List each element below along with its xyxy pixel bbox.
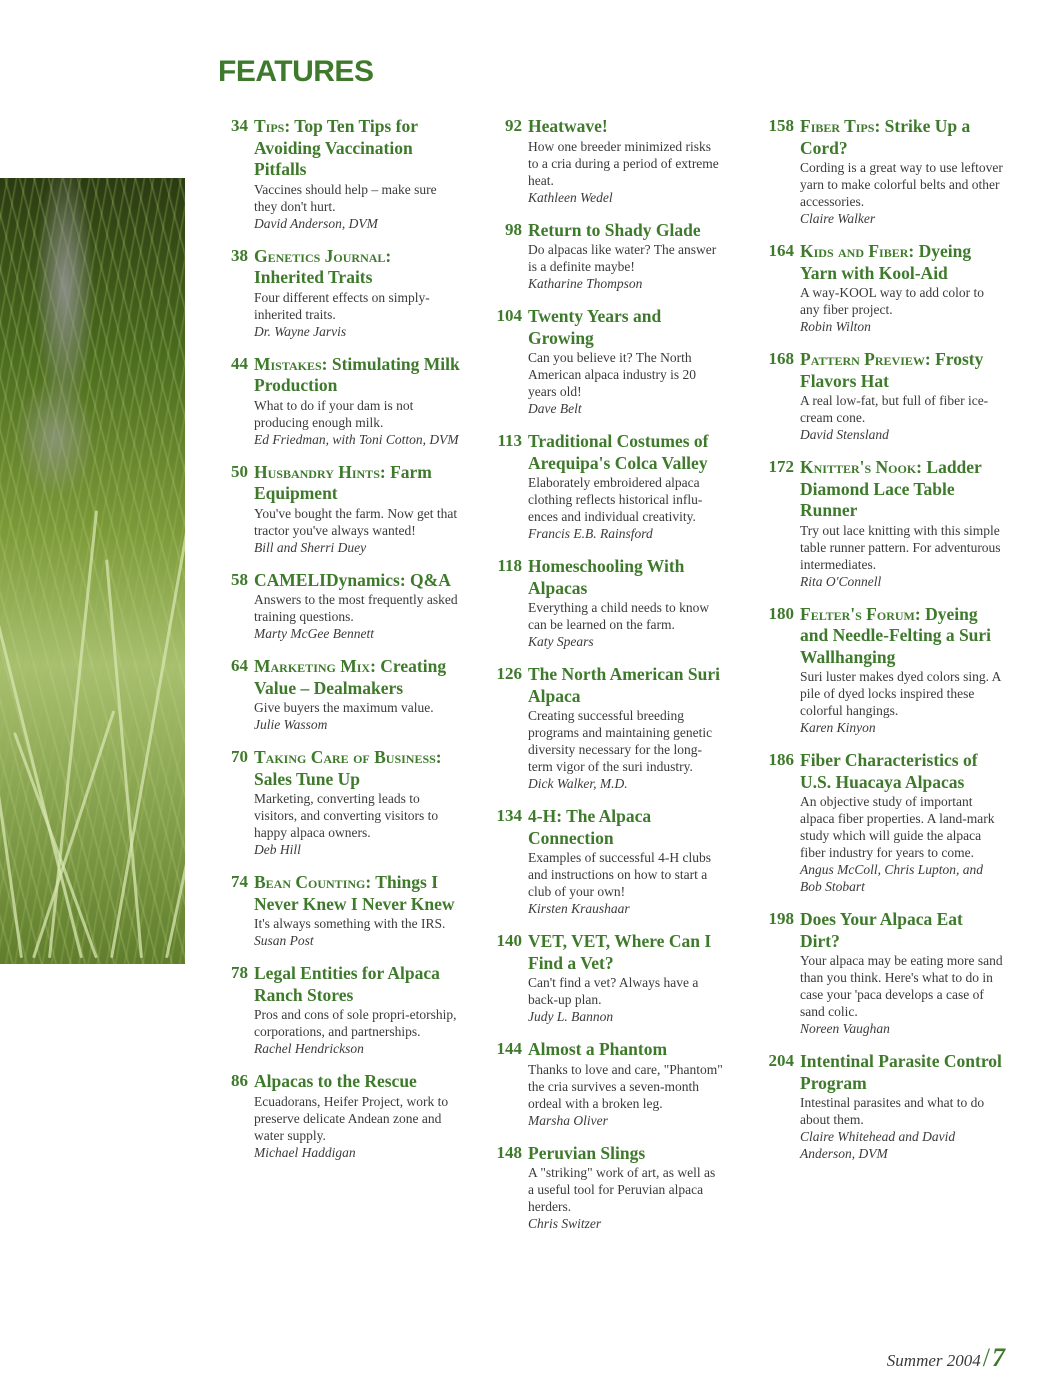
article-description: Try out lace knitting with this simple table runner pattern. For adventurous intermediates. bbox=[800, 522, 1001, 572]
article-title bbox=[528, 431, 724, 474]
article-title-text: Peruvian Slings bbox=[528, 1142, 646, 1163]
page-number: 70 bbox=[231, 747, 248, 766]
toc-entry[interactable] bbox=[756, 349, 1006, 443]
toc-entry[interactable] bbox=[756, 909, 1006, 1037]
article-description: Suri luster makes dyed colors sing. A pile of dyed locks inspired these colorful hangings. bbox=[800, 669, 1001, 718]
article-description: How one breeder minimized risks to a cria during a period of extreme heat. bbox=[528, 138, 719, 188]
toc-entry[interactable] bbox=[210, 570, 460, 643]
article-title-text: Stimulating Milk Production bbox=[254, 353, 460, 395]
toc-entry[interactable] bbox=[210, 656, 460, 733]
article-description: A real low-fat, but full of fiber ice-cream cone. bbox=[800, 393, 989, 425]
article-description: Cording is a great way to use leftover yarn to make colorful belts and other accessories. bbox=[800, 160, 1003, 209]
article-title bbox=[800, 909, 1006, 952]
toc-entry[interactable] bbox=[210, 246, 460, 340]
article-description: You've bought the farm. Now get that tractor you've always wanted! bbox=[254, 505, 458, 538]
toc-entry[interactable] bbox=[756, 1051, 1006, 1162]
article-title-text: Alpacas to the Rescue bbox=[254, 1071, 417, 1091]
article-title-text: Does Your Alpaca Eat Dirt? bbox=[800, 909, 963, 951]
page-number: 44 bbox=[231, 353, 248, 373]
department-label: Felter's Forum: bbox=[800, 603, 921, 624]
article-description: Your alpaca may be eating more sand than you think. Here's what to do in case your 'paca develops a case of sand colic. bbox=[800, 953, 1003, 1019]
toc-entry[interactable] bbox=[756, 604, 1006, 737]
page-number: 64 bbox=[231, 656, 248, 675]
article-author: Julie Wassom bbox=[254, 717, 328, 732]
article-description: Marketing, converting leads to visitors, and converting visitors to happy alpaca owners. bbox=[254, 791, 439, 840]
department-label: Marketing Mix: bbox=[254, 656, 376, 676]
article-description: It's always something with the IRS. bbox=[254, 916, 446, 931]
page-folio bbox=[887, 1343, 1005, 1373]
article-title-text: CAMELIDynamics: Q&A bbox=[254, 569, 451, 590]
article-author: David Stensland bbox=[800, 427, 889, 442]
toc-column-1 bbox=[210, 116, 460, 1175]
page-number: 92 bbox=[505, 116, 522, 135]
article-author: Susan Post bbox=[254, 933, 314, 948]
article-title bbox=[254, 656, 460, 699]
article-author: David Anderson, DVM bbox=[254, 215, 378, 231]
department-label: Tips: bbox=[254, 116, 291, 136]
article-description: Four different effects on simply-inherited traits. bbox=[254, 289, 430, 322]
article-title-text: Strike Up a Cord? bbox=[800, 116, 971, 158]
department-label: Bean Counting: bbox=[254, 872, 372, 892]
article-author: Kirsten Kraushaar bbox=[528, 901, 630, 916]
page-number: 148 bbox=[496, 1142, 522, 1162]
toc-entry[interactable] bbox=[484, 664, 724, 792]
article-title bbox=[254, 963, 460, 1006]
article-description: Intestinal parasites and what to do about them. bbox=[800, 1095, 985, 1127]
toc-entry[interactable] bbox=[210, 872, 460, 949]
folio-divider: / bbox=[982, 1343, 990, 1372]
article-title bbox=[528, 806, 724, 849]
page-number: 34 bbox=[231, 116, 248, 135]
article-title-text: The North American Suri Alpaca bbox=[528, 664, 721, 706]
article-description: Vaccines should help – make sure they don't hurt. bbox=[254, 181, 437, 214]
department-label: Pattern Preview: bbox=[800, 349, 931, 369]
article-title bbox=[254, 246, 460, 289]
article-author: Angus McColl, Chris Lupton, and Bob Stobart bbox=[800, 862, 984, 894]
article-title-text: Return to Shady Glade bbox=[528, 219, 701, 240]
article-title bbox=[800, 750, 1006, 793]
article-title bbox=[800, 116, 1006, 159]
article-description: Thanks to love and care, "Phantom" the cria survives a seven-month ordeal with a broken leg. bbox=[528, 1061, 723, 1111]
page-number: 198 bbox=[768, 909, 794, 928]
article-description: Can you believe it? The North American alpaca industry is 20 years old! bbox=[528, 350, 696, 399]
article-title-text: Legal Entities for Alpaca Ranch Stores bbox=[254, 963, 440, 1005]
article-description: Give buyers the maximum value. bbox=[254, 700, 434, 715]
article-author: Karen Kinyon bbox=[800, 720, 876, 735]
page-number: 86 bbox=[231, 1071, 248, 1090]
article-author: Francis E.B. Rainsford bbox=[528, 526, 653, 541]
toc-entry[interactable] bbox=[484, 306, 724, 417]
section-heading: FEATURES bbox=[218, 55, 374, 88]
article-title bbox=[528, 116, 724, 138]
article-author: Deb Hill bbox=[254, 842, 301, 857]
article-author: Rachel Hendrickson bbox=[254, 1041, 364, 1056]
article-title-text: Ladder Diamond Lace Table Runner bbox=[800, 457, 982, 520]
article-title-text: Creating Value – Dealmakers bbox=[254, 656, 447, 698]
toc-entry[interactable] bbox=[756, 750, 1006, 895]
article-title-text: Homeschooling With Alpacas bbox=[528, 556, 685, 598]
page-number: 98 bbox=[505, 219, 522, 239]
article-author: Dr. Wayne Jarvis bbox=[254, 323, 347, 339]
article-title bbox=[254, 462, 460, 505]
page-number: 38 bbox=[231, 245, 248, 265]
article-title-text: Sales Tune Up bbox=[254, 768, 361, 789]
article-description: What to do if your dam is not producing enough milk. bbox=[254, 397, 414, 430]
article-title-text: Frosty Flavors Hat bbox=[800, 349, 984, 391]
article-title bbox=[254, 354, 460, 397]
article-title-text: Farm Equipment bbox=[254, 461, 432, 503]
article-author: Judy L. Bannon bbox=[528, 1009, 614, 1024]
department-label: Fiber Tips: bbox=[800, 116, 881, 136]
grass-photo bbox=[0, 178, 185, 964]
toc-entry[interactable] bbox=[484, 116, 724, 206]
article-author: Dick Walker, M.D. bbox=[528, 776, 628, 791]
article-description: A way-KOOL way to add color to any fiber project. bbox=[800, 285, 984, 317]
article-author: Dave Belt bbox=[528, 401, 582, 416]
article-title-text: Traditional Costumes of Arequipa's Colca Valley bbox=[528, 431, 709, 473]
article-author: Marty McGee Bennett bbox=[254, 626, 374, 641]
page-number: 158 bbox=[768, 116, 794, 135]
article-title bbox=[800, 241, 1006, 284]
toc-entry[interactable] bbox=[210, 354, 460, 448]
toc-column-2 bbox=[484, 116, 724, 1246]
page-number: 50 bbox=[231, 461, 248, 481]
article-title bbox=[800, 1051, 1006, 1094]
page-number: 140 bbox=[496, 931, 522, 950]
article-title-text: Heatwave! bbox=[528, 116, 608, 136]
page-number: 58 bbox=[231, 569, 248, 589]
department-label: Knitter's Nook: bbox=[800, 457, 923, 477]
article-author: Rita O'Connell bbox=[800, 573, 882, 589]
article-author: Robin Wilton bbox=[800, 319, 871, 334]
department-label: Kids and Fiber: bbox=[800, 241, 915, 261]
article-title bbox=[254, 1071, 460, 1093]
article-title-text: Top Ten Tips for Avoiding Vaccination Pitfalls bbox=[254, 116, 418, 179]
article-description: Everything a child needs to know can be learned on the farm. bbox=[528, 600, 710, 632]
page-number: 180 bbox=[768, 603, 794, 623]
toc-entry[interactable] bbox=[484, 806, 724, 917]
article-title bbox=[528, 664, 724, 707]
article-title bbox=[254, 872, 460, 915]
article-title bbox=[800, 604, 1006, 669]
toc-entry[interactable] bbox=[484, 1143, 724, 1233]
article-title-text: Inherited Traits bbox=[254, 267, 373, 287]
toc-column-3 bbox=[756, 116, 1006, 1176]
article-title-text: Things I Never Knew I Never Knew bbox=[254, 872, 455, 914]
page-number: 126 bbox=[496, 664, 522, 683]
toc-entry[interactable] bbox=[210, 963, 460, 1057]
toc-entry[interactable] bbox=[756, 457, 1006, 590]
article-author: Bill and Sherri Duey bbox=[254, 539, 367, 555]
page-number: 78 bbox=[231, 963, 248, 982]
article-description: A "striking" work of art, as well as a useful tool for Peruvian alpaca herders. bbox=[528, 1165, 716, 1214]
article-description: Ecuadorans, Heifer Project, work to preserve delicate Andean zone and water supply. bbox=[254, 1093, 449, 1143]
article-title-text: Twenty Years and Growing bbox=[528, 306, 662, 348]
article-title bbox=[528, 931, 724, 974]
toc-entry[interactable] bbox=[756, 241, 1006, 335]
article-description: Do alpacas like water? The answer is a definite maybe! bbox=[528, 242, 717, 274]
article-author: Katy Spears bbox=[528, 634, 594, 649]
toc-entry[interactable] bbox=[484, 931, 724, 1025]
article-title bbox=[528, 1143, 724, 1165]
toc-entry[interactable] bbox=[484, 220, 724, 293]
article-description: Answers to the most frequently asked training questions. bbox=[254, 592, 458, 624]
article-description: Can't find a vet? Always have a back-up plan. bbox=[528, 975, 699, 1007]
article-description: Elaborately embroidered alpaca clothing reflects historical influ-ences and individual creativity. bbox=[528, 475, 703, 524]
page-number: 172 bbox=[768, 457, 794, 476]
article-title bbox=[528, 220, 724, 242]
article-description: Creating successful breeding programs and maintaining genetic diversity necessary for the long-term vigor of the suri industry. bbox=[528, 708, 713, 774]
page-number: 118 bbox=[497, 556, 522, 575]
article-author: Claire Walker bbox=[800, 211, 876, 226]
article-title bbox=[800, 349, 1006, 392]
toc-entry[interactable] bbox=[210, 462, 460, 556]
article-title bbox=[528, 306, 724, 349]
article-title-text: Dyeing and Needle-Felting a Suri Wallhanging bbox=[800, 603, 992, 667]
page-number: 7 bbox=[992, 1343, 1005, 1372]
article-author: Michael Haddigan bbox=[254, 1144, 356, 1160]
article-title bbox=[800, 457, 1006, 522]
article-title-text: 4-H: The Alpaca Connection bbox=[528, 806, 652, 848]
article-description: Pros and cons of sole propri-etorship, corporations, and partnerships. bbox=[254, 1007, 457, 1039]
article-description: Examples of successful 4-H clubs and instructions on how to start a club of your own! bbox=[528, 850, 711, 899]
issue-label: Summer 2004 bbox=[886, 1351, 981, 1370]
page-number: 204 bbox=[768, 1051, 794, 1070]
department-label: Genetics Journal: bbox=[254, 245, 392, 266]
article-title-text: Intentinal Parasite Control Program bbox=[800, 1051, 1002, 1093]
toc-entry[interactable] bbox=[484, 431, 724, 542]
toc-entry[interactable] bbox=[484, 556, 724, 650]
article-title-text: Almost a Phantom bbox=[528, 1039, 668, 1059]
toc-entry[interactable] bbox=[756, 116, 1006, 227]
article-author: Ed Friedman, with Toni Cotton, DVM bbox=[254, 431, 459, 447]
toc-entry[interactable] bbox=[210, 747, 460, 858]
toc-entry[interactable] bbox=[210, 116, 460, 232]
article-description: An objective study of important alpaca fiber properties. A land-mark study which will guide the alpaca fiber industry for years to come. bbox=[800, 794, 995, 860]
article-title bbox=[254, 116, 460, 181]
article-title-text: Dyeing Yarn with Kool-Aid bbox=[800, 241, 972, 283]
page-number: 74 bbox=[231, 872, 248, 891]
toc-entry[interactable] bbox=[484, 1039, 724, 1129]
article-title-text: Fiber Characteristics of U.S. Huacaya Alpacas bbox=[800, 750, 978, 792]
article-author: Noreen Vaughan bbox=[800, 1021, 890, 1036]
page-number: 144 bbox=[496, 1039, 522, 1058]
article-title bbox=[528, 1039, 724, 1061]
department-label: Husbandry Hints: bbox=[254, 461, 386, 482]
department-label: Mistakes: bbox=[254, 353, 328, 374]
article-author: Claire Whitehead and David Anderson, DVM bbox=[800, 1129, 956, 1161]
article-author: Kathleen Wedel bbox=[528, 189, 613, 205]
page-number: 164 bbox=[768, 241, 794, 260]
article-title bbox=[254, 570, 460, 592]
article-title bbox=[528, 556, 724, 599]
article-author: Katharine Thompson bbox=[528, 276, 643, 291]
article-title-text: VET, VET, Where Can I Find a Vet? bbox=[528, 931, 712, 973]
page-number: 134 bbox=[496, 806, 522, 825]
page-number: 168 bbox=[768, 349, 794, 368]
page-number: 104 bbox=[496, 306, 522, 325]
page-number: 113 bbox=[497, 431, 522, 450]
article-title bbox=[254, 747, 460, 790]
article-author: Marsha Oliver bbox=[528, 1112, 608, 1128]
toc-entry[interactable] bbox=[210, 1071, 460, 1161]
department-label: Taking Care of Business: bbox=[254, 747, 442, 767]
article-author: Chris Switzer bbox=[528, 1216, 602, 1231]
page-number: 186 bbox=[768, 750, 794, 769]
